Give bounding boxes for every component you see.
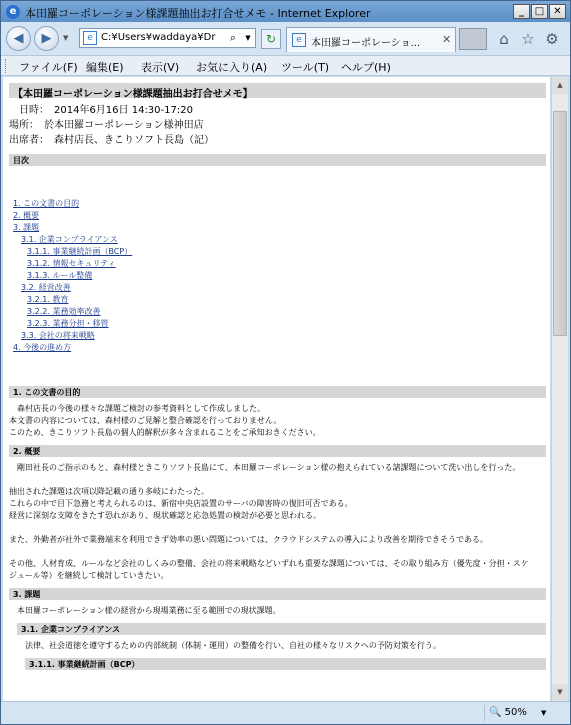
meeting-place: 場所： 於本田羅コーポレーション様神田店: [9, 120, 204, 131]
paragraph: また、外勤者が社外で業務端末を利用できず効率の悪い問題については、クラウドシステムの導入により改善を期待できそうである。: [9, 535, 489, 544]
toc-link[interactable]: 3.3. 会社の将来戦略: [21, 331, 95, 340]
forward-arrow-icon: ▶: [41, 31, 52, 46]
scrollbar-thumb[interactable]: [553, 111, 567, 336]
toc-heading: 目次: [9, 154, 546, 166]
title-bar: [1, 1, 570, 22]
refresh-button[interactable]: [261, 29, 281, 49]
zoom-icon: 🔍: [489, 707, 502, 718]
tab-close-icon[interactable]: ✕: [442, 33, 452, 46]
toc-link[interactable]: 3. 課題: [13, 223, 40, 232]
navigation-bar: [1, 22, 570, 55]
table-of-contents: [9, 198, 546, 354]
ie-logo-icon: e: [6, 5, 20, 19]
back-button[interactable]: [6, 26, 31, 51]
toc-link[interactable]: 3.1.3. ルール整備: [27, 271, 93, 280]
zoom-level: 50%: [504, 707, 527, 718]
paragraph: [9, 546, 546, 558]
recent-pages-dropdown[interactable]: ▼: [63, 34, 69, 42]
meeting-info: [9, 103, 546, 148]
paragraph: 抽出された課題は次項以降記載の通り多岐にわたった。: [9, 487, 209, 496]
section-3-1-heading: 3.1. 企業コンプライアンス: [17, 623, 546, 635]
toc-link[interactable]: 3.1.1. 事業継続計画（BCP）: [27, 247, 133, 256]
section-3-heading: 3. 課題: [9, 588, 546, 600]
refresh-icon: ↻: [265, 32, 277, 46]
toc-link[interactable]: 3.2.3. 業務分担・移管: [27, 319, 109, 328]
back-arrow-icon: ◀: [13, 31, 24, 46]
maximize-button[interactable]: □: [531, 4, 548, 19]
paragraph: 剛田社長のご指示のもと、森村様ときこりソフト長島にて、本田羅コーポレーション様の抱えられている諸課題について洗い出しを行った。: [9, 463, 521, 472]
menu-help[interactable]: ヘルプ(H): [341, 61, 391, 74]
paragraph: 法律、社会道徳を遵守するための内部統制（体制・運用）の整備を行い、自社の様々なリスクへの予防対策を行う。: [17, 641, 441, 650]
menu-file[interactable]: ファイル(F): [19, 61, 78, 74]
paragraph: 森村店長の今後の様々な課題ご検討の参考資料として作成しました。: [9, 404, 265, 413]
tab-active[interactable]: [286, 27, 456, 52]
meeting-attendees: 出席者： 森村店長、きこりソフト長島（記）: [9, 135, 214, 146]
paragraph: その他、人材育成、ルールなど会社のしくみの整備、会社の将来戦略などいずれも重要な課題については、その取り組み方（優先度・分担・スケ: [9, 559, 529, 568]
toc-link[interactable]: 3.2.2. 業務効率改善: [27, 307, 101, 316]
search-icon[interactable]: ⌕: [229, 31, 237, 44]
scroll-up-icon[interactable]: ▲: [552, 77, 568, 94]
minimize-button[interactable]: _: [513, 4, 530, 19]
toc-link[interactable]: 3.1. 企業コンプライアンス: [21, 235, 118, 244]
vertical-scrollbar[interactable]: [551, 77, 568, 701]
window-title: 本田羅コーポレーション様課題抽出お打合せメモ - Internet Explorer: [25, 7, 371, 20]
paragraph: ジュール等）を継続して検討していきたい。: [9, 571, 169, 580]
section-3-body: [9, 605, 546, 617]
paragraph: [9, 474, 546, 486]
address-input[interactable]: C:¥Users¥waddaya¥Dr: [101, 32, 216, 43]
toc-link[interactable]: 3.2.1. 教育: [27, 295, 69, 304]
paragraph: 本文書の内容については、森村様のご見解と整合確認を行っておりません。: [9, 416, 282, 425]
section-3-1-1-heading: 3.1.1. 事業継続計画（BCP）: [25, 658, 546, 670]
section-1-body: [9, 403, 546, 439]
menu-bar: [1, 55, 570, 76]
close-window-button[interactable]: ✕: [549, 4, 566, 19]
toc-link[interactable]: 4. 今後の進め方: [13, 343, 72, 352]
menu-favorites[interactable]: お気に入り(A): [196, 61, 268, 74]
zoom-control[interactable]: [484, 705, 554, 721]
home-icon[interactable]: ⌂: [499, 30, 509, 48]
page-content: [3, 77, 550, 701]
menu-edit[interactable]: 編集(E): [86, 61, 124, 74]
paragraph: [9, 522, 546, 534]
tab-page-icon: e: [292, 33, 306, 47]
toc-link[interactable]: 3.2. 経営改善: [21, 283, 71, 292]
section-2-heading: 2. 概要: [9, 445, 546, 457]
paragraph: このため、きこりソフト長島の個人的解釈が多々含まれることをご承知おきください。: [9, 428, 321, 437]
toc-link[interactable]: 2. 概要: [13, 211, 40, 220]
zoom-dropdown-icon[interactable]: ▼: [541, 709, 547, 717]
favorites-star-icon[interactable]: ☆: [521, 30, 535, 48]
scroll-down-icon[interactable]: ▼: [552, 684, 568, 701]
document-title: 【本田羅コーポレーション様課題抽出お打合せメモ】: [9, 83, 546, 98]
section-3-1-body: [17, 640, 546, 652]
toc-link[interactable]: 1. この文書の目的: [13, 199, 80, 208]
forward-button[interactable]: [34, 26, 59, 51]
address-bar[interactable]: [79, 28, 256, 48]
address-dropdown-icon[interactable]: ▼: [245, 34, 251, 42]
new-tab-button[interactable]: [459, 28, 487, 50]
tab-title: 本田羅コーポレーショ...: [311, 38, 421, 49]
status-bar: [1, 701, 570, 724]
menu-grip[interactable]: [5, 59, 7, 73]
page-icon: e: [83, 31, 97, 45]
document: [9, 83, 546, 670]
paragraph: これらの中で目下急務と考えられるのは、新宿中央店設置のサーバの障害時の復旧可否である。: [9, 499, 353, 508]
toc-link[interactable]: 3.1.2. 情報セキュリティ: [27, 259, 116, 268]
paragraph: 本田羅コーポレーション様の経営から現場業務に至る範囲での現状課題。: [9, 606, 281, 615]
meeting-date: 日時： 2014年6月16日 14:30-17:20: [19, 105, 193, 116]
section-1-heading: 1. この文書の目的: [9, 386, 546, 398]
section-2-body: [9, 462, 546, 582]
menu-tools[interactable]: ツール(T): [281, 61, 330, 74]
paragraph: 経営に深刻な支障をきたす恐れがあり、現状確認と応急処置の検討が必要と思われる。: [9, 511, 321, 520]
gear-icon[interactable]: ⚙: [545, 30, 559, 48]
menu-view[interactable]: 表示(V): [141, 61, 180, 74]
